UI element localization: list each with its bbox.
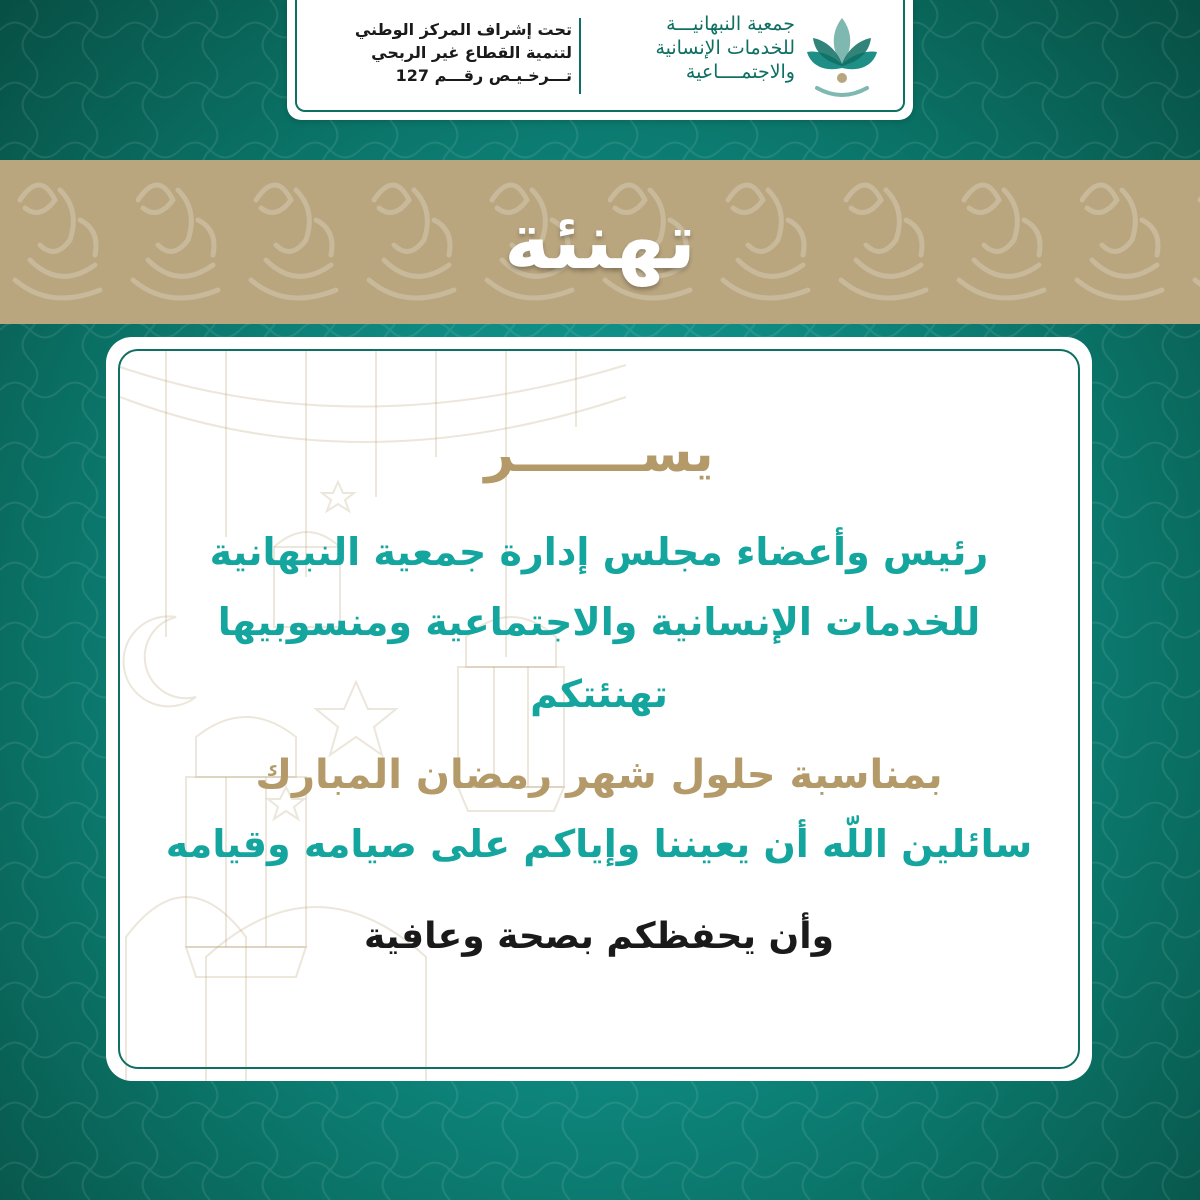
message-line-6: وأن يحفظكم بصحة وعافية [363,916,834,957]
supervision-line-1: تحت إشراف المركز الوطني [354,20,572,39]
message-line-1: رئيس وأعضاء مجلس إدارة جمعية النبهانية [209,530,989,574]
org-name-line-3: والاجتمــــاعية [685,61,795,83]
message-line-3: تهنئتكم [530,672,668,716]
org-name-line-1: جمعية النبهانيـــة [666,13,795,35]
supervision-line-2: لتنمية القطاع غير الربحي [371,43,572,62]
message-line-5: سائلين اللّه أن يعيننا وإياكم على صيامه وقيامه [165,822,1033,866]
message-line-4: بمناسبة حلول شهر رمضان المبارك [255,752,943,798]
license-line: تـــرخـيـص رقـــم 127 [395,66,572,85]
leaf-logo-icon [801,10,883,106]
organization-name [595,12,795,84]
org-name-line-2: للخدمات الإنسانية [655,37,795,59]
header-divider [579,18,581,94]
message-line-2: للخدمات الإنسانية والاجتماعية ومنسوبيها [217,600,981,644]
header-logo-card [287,0,913,120]
message-opening: يســـــــر [484,424,714,484]
title-banner [0,160,1200,324]
banner-title: تهنئة [504,197,696,287]
message-card [106,337,1092,1081]
supervision-text [317,18,572,87]
